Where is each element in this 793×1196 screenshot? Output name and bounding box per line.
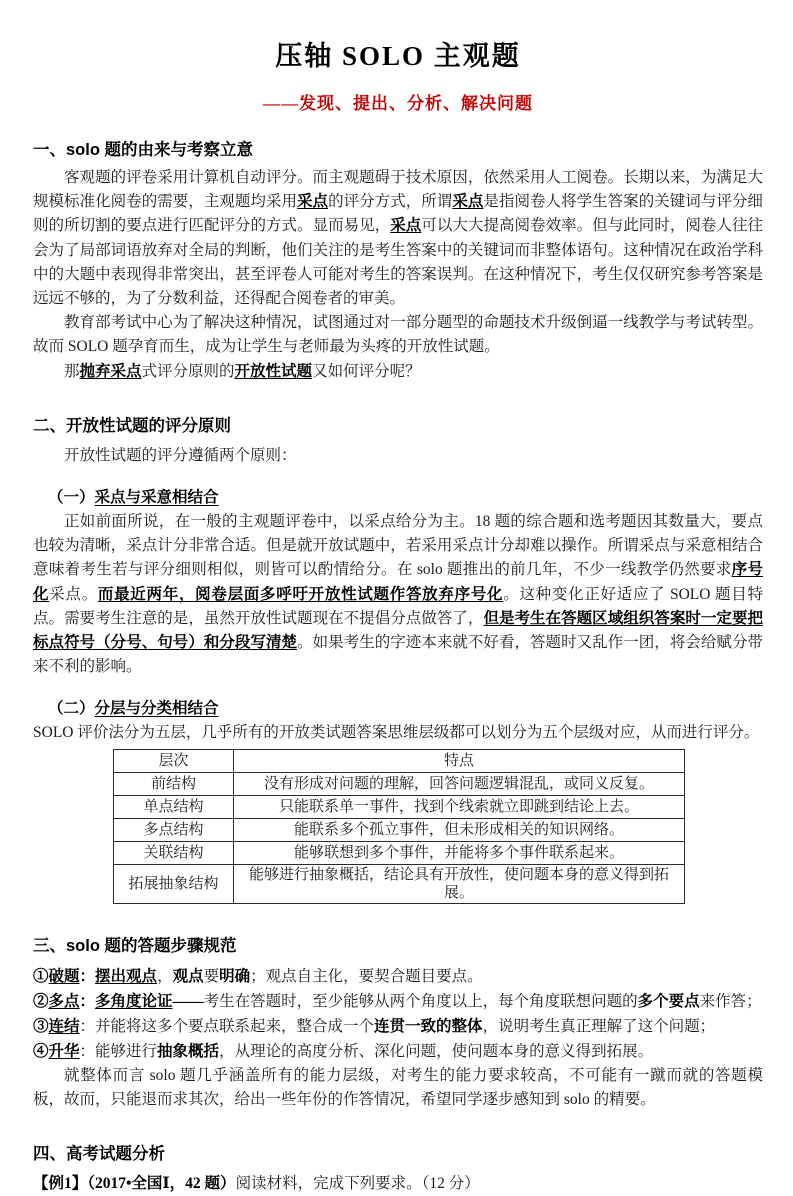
section-3-heading: 三、solo 题的答题步骤规范: [33, 936, 237, 955]
table-header-row: [114, 749, 685, 772]
section-1-paragraph-3: 那抛弃采点式评分原则的开放性试题又如何评分呢？: [64, 362, 421, 380]
section-2-heading: 二、开放性试题的评分原则: [33, 416, 231, 435]
answer-step-1: ①破题：摆出观点，观点要明确；观点自主化，要契合题目要点。: [33, 967, 483, 985]
table-cell-feature: 能够进行抽象概括，结论具有开放性，使问题本身的意义得到拓展。: [234, 864, 685, 903]
section-4-heading: 四、高考试题分析: [33, 1145, 165, 1164]
table-row: [114, 795, 685, 818]
table-header-level: 层次: [114, 749, 234, 772]
answer-step-3: ③连结：并能将这多个要点联系起来，整合成一个连贯一致的整体，说明考生真正理解了这个问题；: [33, 1017, 716, 1035]
table-row: [114, 818, 685, 841]
table-cell-level: 单点结构: [114, 795, 234, 818]
table-row: [114, 864, 685, 903]
answer-step-2: ②多点：多角度论证——考生在答题时，至少能够从两个角度以上，每个角度联想问题的多个要点来作答；: [33, 992, 762, 1010]
table-row: [114, 841, 685, 864]
table-row: [114, 772, 685, 795]
answer-step-4: ④升华：能够进行抽象概括，从理论的高度分析、深化问题，使问题本身的意义得到拓展。: [33, 1042, 654, 1060]
section-2-sub-1-heading: [33, 485, 763, 507]
section-1-paragraph-2: 教育部考试中心为了解决这种情况，试图通过对一部分题型的命题技术升级倒逼一线教学与考试转型。故而 SOLO 题孕育而生，成为让学生与老师最为头疼的开放性试题。: [33, 314, 763, 356]
table-cell-feature: 只能联系单一事件，找到个线索就立即跳到结论上去。: [234, 795, 685, 818]
doc-title: 压轴 SOLO 主观题: [275, 41, 521, 71]
table-cell-level: 关联结构: [114, 841, 234, 864]
section-2-intro: 开放性试题的评分遵循两个原则：: [64, 446, 297, 464]
section-2-sub-1-paragraph: 正如前面所说，在一般的主观题评卷中，以采点给分为主。18 题的综合题和选考题因其数量大，要点也较为清晰，采点计分非常合适。但是就开放试题中，若采用采点计分却难以操作。所谓采点与采意相结合意味着考生若与评分细则相似，则皆可以酌情给分。在 solo 题推出的前几年，不少一线教学仍然要求序号化采点。而最近两年，阅卷层面多呼吁开放性试题作答放弃序号化。这种变化正好适应了 SOLO 题目特点。需要考生注意的是，虽然开放性试题现在不提倡分点做答了，但是考生在答题区域组织答案时一定要把标点符号（分号、句号）和分段写清楚。如果考生的字迹本来就不好看，答题时又乱作一团，将会给赋分带来不利的影响。: [33, 513, 763, 676]
doc-subtitle: ——发现、提出、分析、解决问题: [263, 94, 533, 113]
section-3-closing-paragraph: 就整体而言 solo 题几乎涵盖所有的能力层级，对考生的能力要求较高，不可能有一蹴而就的答题模板，故而，只能退而求其次，给出一些年份的作答情况，希望同学逐步感知到 solo 的精要。: [33, 1066, 763, 1108]
sub-1-prefix: （一）: [48, 489, 95, 507]
sub-2-prefix: （二）: [48, 700, 95, 718]
section-2-sub-2-heading: [33, 696, 763, 718]
table-cell-level: 拓展抽象结构: [114, 864, 234, 903]
solo-levels-table: [113, 749, 685, 904]
table-cell-level: 多点结构: [114, 818, 234, 841]
example-1-line: 【例1】（2017•全国Ⅰ，42 题）阅读材料，完成下列要求。（12 分）: [33, 1175, 480, 1193]
table-cell-level: 前结构: [114, 772, 234, 795]
sub-1-title: 采点与采意相结合: [94, 489, 219, 507]
table-cell-feature: 能够联想到多个事件，并能将多个事件联系起来。: [234, 841, 685, 864]
table-cell-feature: 没有形成对问题的理解，回答问题逻辑混乱，或同义反复。: [234, 772, 685, 795]
sub-2-title: 分层与分类相结合: [94, 700, 219, 718]
table-cell-feature: 能联系多个孤立事件，但未形成相关的知识网络。: [234, 818, 685, 841]
section-1-heading: 一、solo 题的由来与考察立意: [33, 141, 254, 159]
section-1-paragraph-1: 客观题的评卷采用计算机自动评分。而主观题碍于技术原因，依然采用人工阅卷。长期以来，为满足大规模标准化阅卷的需要，主观题均采用采点的评分方式，所谓采点是指阅卷人将学生答案的关键词与评分细则的所切割的要点进行匹配评分的方式。显而易见，采点可以大大提高阅卷效率。但与此同时，阅卷人往往会为了局部词语放弃对全局的判断，他们关注的是考生答案中的关键词而非整体语句。这种情况在政治学科中的大题中表现得非常突出，甚至评卷人可能对考生的答案误判。在这种情况下，考生仅仅研究参考答案是远远不够的，为了分数利益，还得配合阅卷者的审美。: [33, 169, 763, 308]
table-header-feature: 特点: [234, 749, 685, 772]
section-2-sub-2-paragraph: SOLO 评价法分为五层，几乎所有的开放类试题答案思维层级都可以划分为五个层级对应，从而进行评分。: [33, 724, 760, 742]
